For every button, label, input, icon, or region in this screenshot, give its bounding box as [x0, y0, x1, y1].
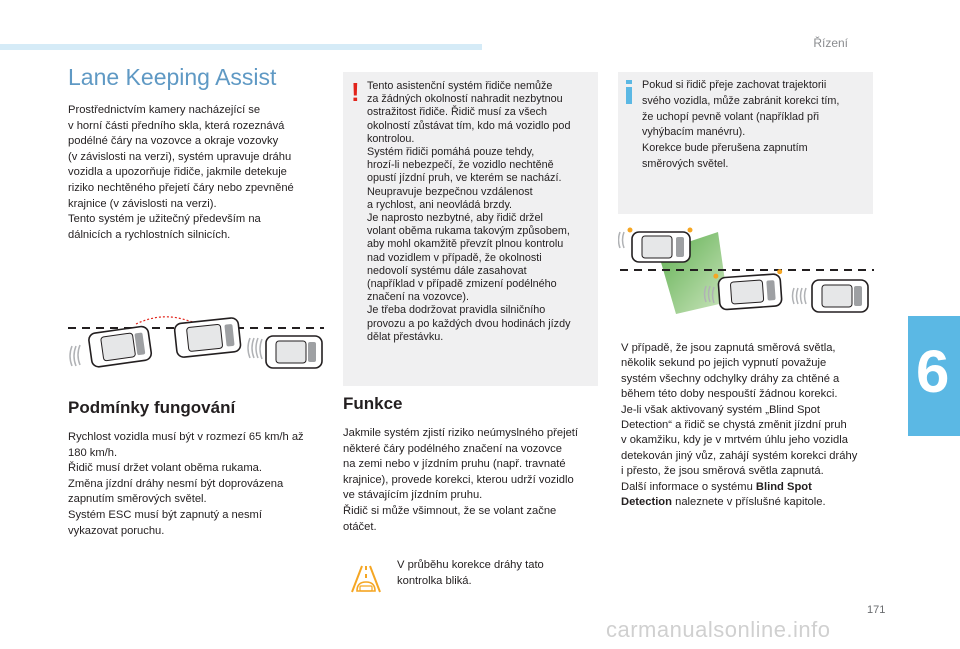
warning-text: Tento asistenční systém řidiče nemůže za žádných okolností nahradit nezbytnou ostražitost řidiče. Řidič musí za všech okolností zůstávat tím, kdo má vozidlo pod kontrolou. Systém řidiči pomáhá pouze tehdy, hrozí-li nebezpečí, že vozidlo nechtěně opustí jízdní pruh, ve kterém se nachází. Neupravuje bezpečnou vzdálenost a rychlost, ani neovládá brzdy. Je naprosto nezbytné, aby řidič držel volant oběma rukama takovým způsobem, aby mohl okamžitě převzít plnou kontrolu nad vozidlem v případě, že okolnosti nedovolí systému dále zasahovat (například v případě zmizení podélného značení na vozovce). Je třeba dodržovat pravidla silničního provozu a po každých dvou hodinách jízdy dělat přestávku. [367, 80, 571, 343]
watermark: carmanualsonline.info [606, 617, 831, 642]
info-box [618, 72, 873, 214]
conditions-heading: Podmínky fungování [68, 398, 236, 417]
page-number: 171 [867, 604, 886, 616]
lane-keeping-lamp-icon [348, 564, 384, 594]
intro-text: Prostřednictvím kamery nacházející se v horní části předního skla, která rozeznává podélné čáry na vozovce a okraje vozovky (v závislosti na verzi), systém upravuje dráhu vozidla a upozorňuje řidiče, jakmile detekuje riziko nechtěného přejetí čáry nebo zpevněné krajnice (v závislosti na verzi). Tento systém je užitečný především na dálnicích a rychlostních silnicích. [68, 104, 294, 241]
function-heading: Funkce [343, 394, 403, 413]
warning-box [343, 72, 598, 386]
chapter-tab [908, 316, 960, 436]
header-bar [0, 44, 482, 50]
function-text: Jakmile systém zjistí riziko neúmyslného přejetí některé čáry podélného značení na vozovce na zemi nebo v jízdním pruhu (např. travnaté krajnice), provede korekci, kterou udrží vozidlo ve stávajícím jízdním pruhu. Řidič si může všimnout, že se volant začne otáčet. [343, 427, 579, 533]
info-icon [626, 80, 632, 104]
page-title: Lane Keeping Assist [68, 64, 277, 90]
conditions-text: Rychlost vozidla musí být v rozmezí 65 km/h až 180 km/h. Řidič musí držet volant oběma rukama. Změna jízdní dráhy nesmí být doprovázena zapnutím směrových světel. Systém ESC musí být zapnutý a nesmí vykazovat poruchu. [68, 431, 304, 537]
info-text: Pokud si řidič přeje zachovat trajektorii svého vozidla, může zabránit korekci tím, že uchopí pevně volant (například při vyhýbacím manévru). Korekce bude přerušena zapnutím směrových světel. [642, 79, 840, 170]
section-name: Řízení [813, 36, 848, 50]
exclamation-icon: ! [351, 77, 360, 107]
lane-drift-illustration [66, 298, 328, 382]
chapter-number: 6 [916, 338, 950, 405]
lane-correction-illustration [618, 222, 876, 330]
lamp-text: V průběhu korekce dráhy tato kontrolka bliká. [397, 559, 544, 587]
indicators-text: V případě, že jsou zapnutá směrová světla, několik sekund po jejich vypnutí považuje systém všechny odchylky dráhy za chtěné a během této doby nespouští žádnou korekci. Je-li však aktivovaný systém „Blind Spot Detection“ a řidič se chystá změnit jízdní pruh v okamžiku, kdy je v mrtvém úhlu jeho vozidla detekován jiný vůz, zahájí systém korekci dráhy i přesto, že jsou směrová světla zapnutá. Další informace o systému Blind Spot Detection naleznete v příslušné kapitole. [621, 342, 858, 509]
